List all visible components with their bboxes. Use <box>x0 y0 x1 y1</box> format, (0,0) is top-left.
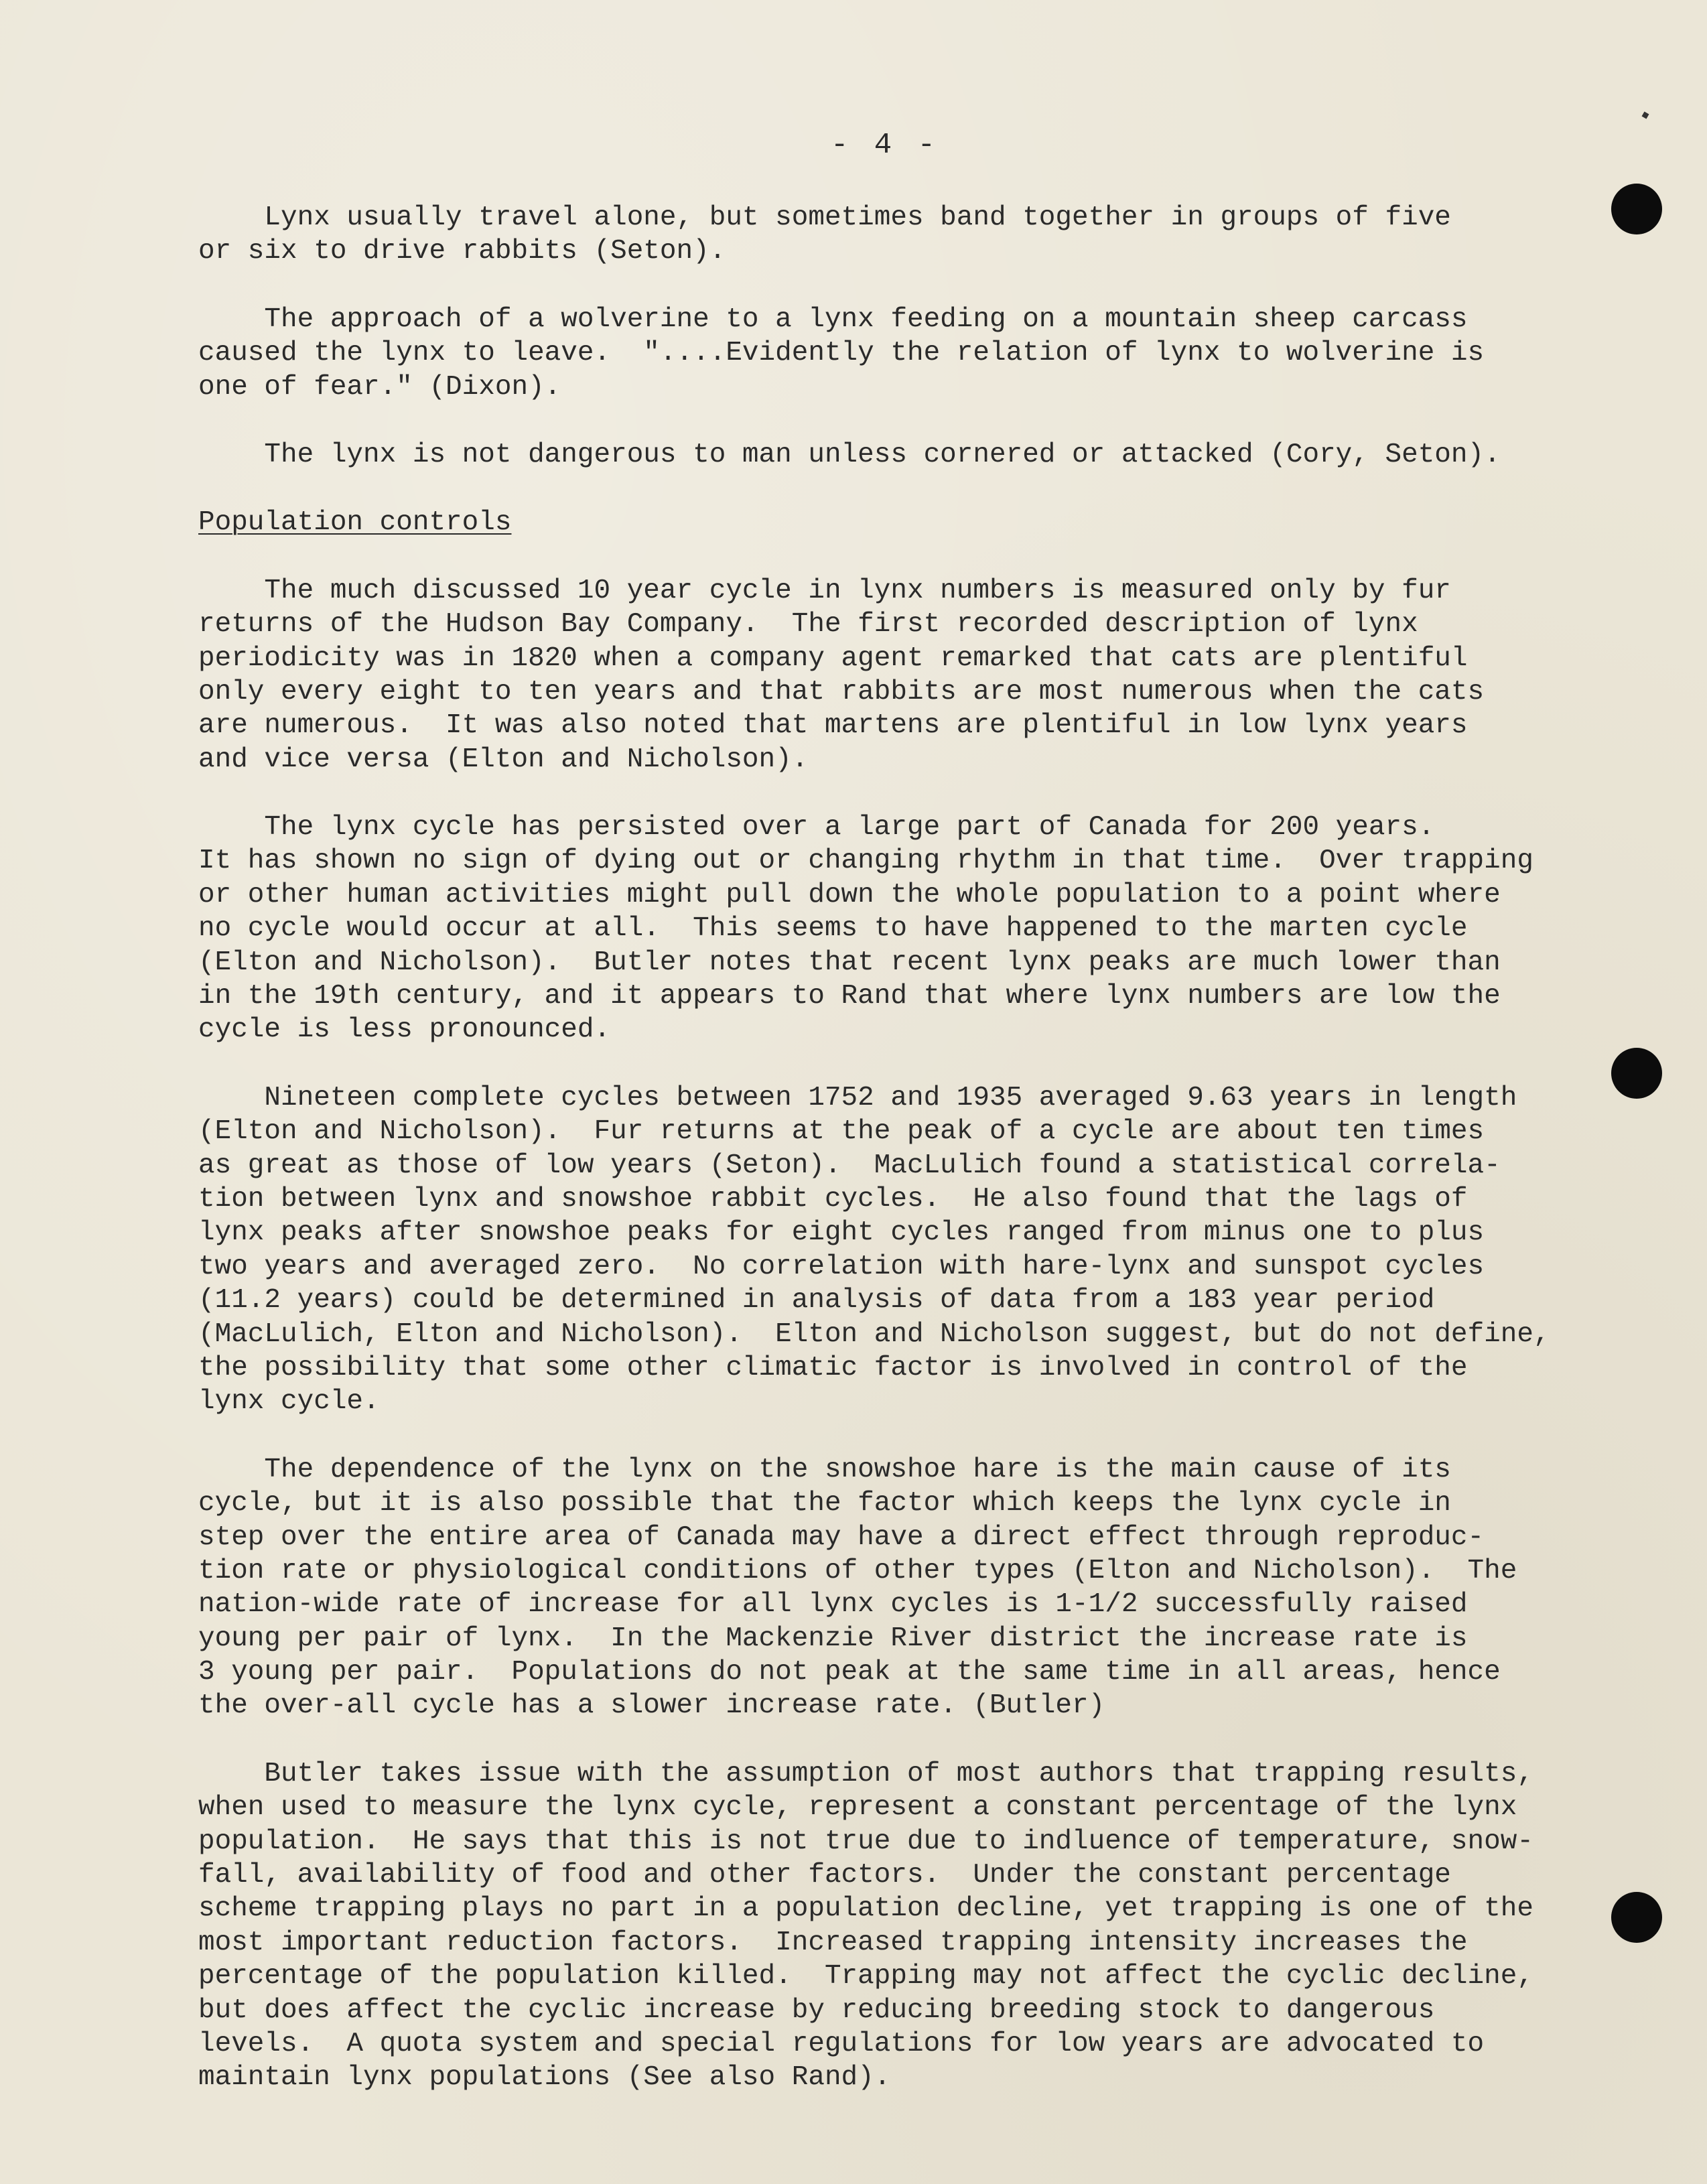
text-line: as great as those of low years (Seton). MacLulich found a statistical correla- <box>198 1150 1501 1181</box>
text-line: but does affect the cyclic increase by reducing breeding stock to dangerous <box>198 1994 1435 2026</box>
text-line: 3 young per pair. Populations do not peak at the same time in all areas, hence <box>198 1657 1501 1688</box>
text-line: levels. A quota system and special regulations for low years are advocated to <box>198 2028 1485 2059</box>
text-line: fall, availability of food and other factors. Under the constant percentage <box>198 1860 1451 1891</box>
text-line: only every eight to ten years and that rabbits are most numerous when the cats <box>198 676 1485 707</box>
text-line: and vice versa (Elton and Nicholson). <box>198 744 809 775</box>
text-line: step over the entire area of Canada may have a direct effect through reproduc- <box>198 1521 1485 1553</box>
paragraph <box>198 438 1572 472</box>
text-line: (Elton and Nicholson). Butler notes that recent lynx peaks are much lower than <box>198 947 1501 978</box>
text-line: The lynx is not dangerous to man unless cornered or attacked (Cory, Seton). <box>198 439 1501 470</box>
paragraph <box>198 1453 1572 1723</box>
body-text <box>198 201 1572 2129</box>
punch-hole-bottom <box>1611 1892 1662 1943</box>
text-line: The dependence of the lynx on the snowshoe hare is the main cause of its <box>198 1454 1451 1485</box>
text-line: The approach of a wolverine to a lynx feeding on a mountain sheep carcass <box>198 303 1468 335</box>
text-line: one of fear." (Dixon). <box>198 371 561 403</box>
paragraph <box>198 303 1572 404</box>
paragraph <box>198 811 1572 1047</box>
text-line: or other human activities might pull down the whole population to a point where <box>198 879 1501 910</box>
punch-hole-middle <box>1611 1048 1662 1099</box>
text-line: in the 19th century, and it appears to Rand that where lynx numbers are low the <box>198 981 1501 1012</box>
text-line: most important reduction factors. Increased trapping intensity increases the <box>198 1927 1468 1958</box>
text-line: the possibility that some other climatic factor is involved in control of the <box>198 1352 1468 1383</box>
text-line: tion rate or physiological conditions of other types (Elton and Nicholson). The <box>198 1555 1517 1586</box>
text-line: percentage of the population killed. Trapping may not affect the cyclic decline, <box>198 1961 1533 1992</box>
text-line: nation-wide rate of increase for all lynx cycles is 1-1/2 successfully raised <box>198 1589 1468 1621</box>
text-line: or six to drive rabbits (Seton). <box>198 236 726 267</box>
section-heading-wrapper <box>198 506 1572 539</box>
paragraph <box>198 1757 1572 2095</box>
text-line: Butler takes issue with the assumption of most authors that trapping results, <box>198 1758 1533 1789</box>
text-line: (MacLulich, Elton and Nicholson). Elton and Nicholson suggest, but do not define, <box>198 1318 1550 1350</box>
text-line: lynx cycle. <box>198 1386 380 1418</box>
text-line: population. He says that this is not true due to indluence of temperature, snow- <box>198 1826 1533 1857</box>
text-line: (Elton and Nicholson). Fur returns at the peak of a cycle are about ten times <box>198 1116 1485 1148</box>
paragraphs-after-heading <box>198 574 1572 2095</box>
text-line: The much discussed 10 year cycle in lynx numbers is measured only by fur <box>198 575 1451 606</box>
text-line: periodicity was in 1820 when a company agent remarked that cats are plentiful <box>198 642 1468 674</box>
paragraphs-before-heading <box>198 201 1572 472</box>
text-line: young per pair of lynx. In the Mackenzie River district the increase rate is <box>198 1623 1468 1654</box>
text-line: no cycle would occur at all. This seems to have happened to the marten cycle <box>198 913 1468 945</box>
text-line: cycle is less pronounced. <box>198 1014 611 1046</box>
text-line: The lynx cycle has persisted over a large part of Canada for 200 years. <box>198 812 1435 843</box>
text-line: are numerous. It was also noted that martens are plentiful in low lynx years <box>198 710 1468 742</box>
text-line: maintain lynx populations (See also Rand). <box>198 2062 891 2094</box>
text-line: (11.2 years) could be determined in analysis of data from a 183 year period <box>198 1285 1435 1316</box>
punch-hole-top <box>1611 184 1662 234</box>
paragraph <box>198 574 1572 776</box>
text-line: cycle, but it is also possible that the factor which keeps the lynx cycle in <box>198 1488 1451 1519</box>
text-line: Nineteen complete cycles between 1752 and 1935 averaged 9.63 years in length <box>198 1082 1517 1113</box>
text-line: when used to measure the lynx cycle, represent a constant percentage of the lynx <box>198 1792 1517 1824</box>
text-line: the over-all cycle has a slower increase rate. (Butler) <box>198 1690 1105 1722</box>
paragraph <box>198 1081 1572 1419</box>
text-line: scheme trapping plays no part in a population decline, yet trapping is one of the <box>198 1893 1533 1925</box>
text-line: two years and averaged zero. No correlation with hare-lynx and sunspot cycles <box>198 1251 1485 1282</box>
text-line: tion between lynx and snowshoe rabbit cycles. He also found that the lags of <box>198 1183 1468 1215</box>
text-line: Lynx usually travel alone, but sometimes band together in groups of five <box>198 202 1451 233</box>
text-line: It has shown no sign of dying out or changing rhythm in that time. Over trapping <box>198 845 1533 877</box>
text-line: returns of the Hudson Bay Company. The first recorded description of lynx <box>198 609 1418 640</box>
page-number: - 4 - <box>831 129 940 162</box>
text-line: caused the lynx to leave. "....Evidently the relation of lynx to wolverine is <box>198 338 1485 369</box>
ink-speck <box>1642 112 1649 119</box>
section-heading: Population controls <box>198 507 512 539</box>
paragraph <box>198 201 1572 269</box>
text-line: lynx peaks after snowshoe peaks for eight cycles ranged from minus one to plus <box>198 1217 1485 1249</box>
